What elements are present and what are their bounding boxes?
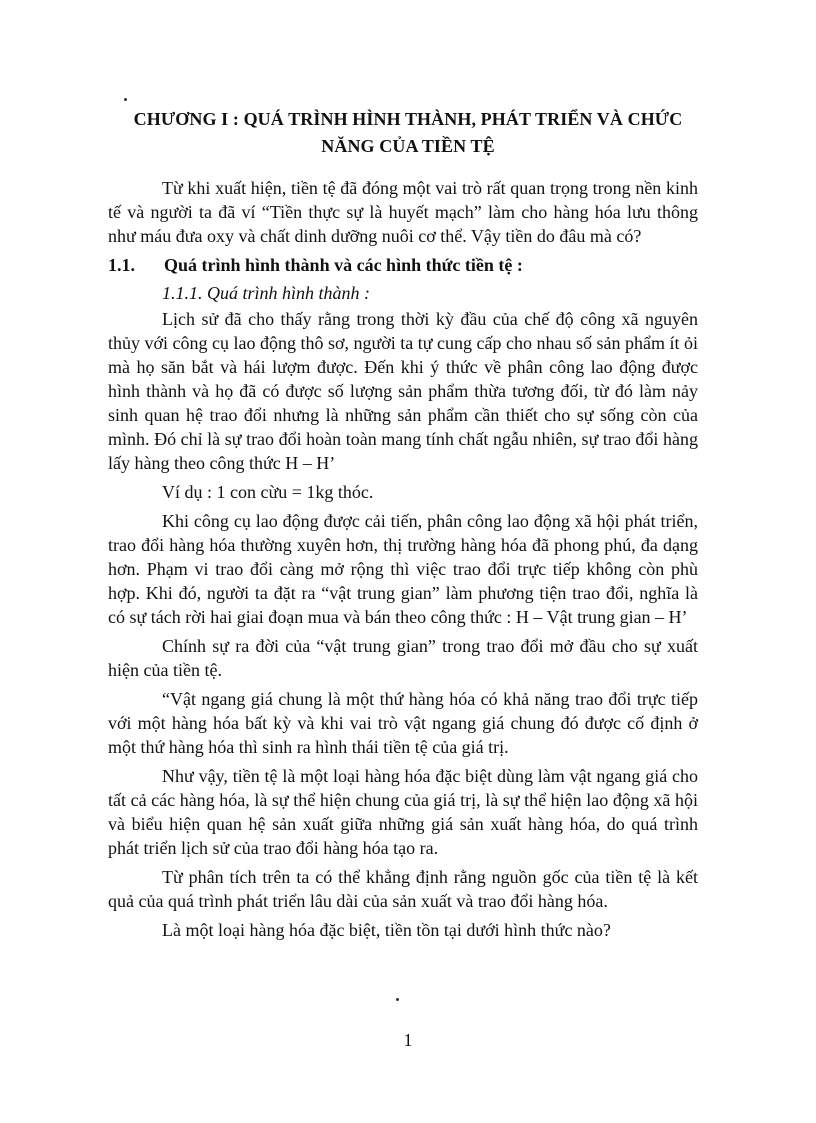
scan-speck (396, 998, 399, 1001)
paragraph-intermediary: Khi công cụ lao động được cải tiến, phân công lao động xã hội phát triển, trao đổi hàng hóa thường xuyên hơn, thị trường hàng hóa đã phong phú, đa dạng hơn. Phạm vi trao đổi càng mở rộng thì việc trao đổi trực tiếp không còn phù hợp. Khi đó, người ta đặt ra “vật trung gian” làm phương tiện trao đổi, nghĩa là có sự tách rời hai giai đoạn mua và bán theo công thức : H – Vật trung gian – H’ (108, 511, 698, 627)
paragraph-question: Là một loại hàng hóa đặc biệt, tiền tồn tại dưới hình thức nào? (162, 920, 611, 940)
paragraph-emergence: Chính sự ra đời của “vật trung gian” trong trao đổi mở đầu cho sự xuất hiện của tiền tệ. (108, 636, 698, 680)
section-number: 1.1. (108, 255, 135, 275)
paragraph-history: Lịch sử đã cho thấy rằng trong thời kỳ đầu của chế độ công xã nguyên thủy với công cụ lao động thô sơ, người ta tự cung cấp cho nhau số sản phẩm ít ỏi mà họ săn bắt và hái lượm được. Đến khi ý thức về phân công lao động được hình thành và họ đã có được số lượng sản phẩm thừa tương đối, từ đó làm nảy sinh quan hệ trao đổi nhưng là những sản phẩm cần thiết cho sự sống còn của mình. Đó chỉ là sự trao đổi hoàn toàn mang tính chất ngẫu nhiên, sự trao đổi hàng lấy hàng theo công thức H – H’ (108, 309, 698, 473)
chapter-title-line-1: CHƯƠNG I : QUÁ TRÌNH HÌNH THÀNH, PHÁT TRIỂN VÀ CHỨC (133, 109, 683, 129)
scan-speck (124, 98, 127, 101)
body-text (108, 176, 698, 947)
paragraph-equivalent: “Vật ngang giá chung là một thứ hàng hóa có khả năng trao đổi trực tiếp với một hàng hóa bất kỳ và khi vai trò vật ngang giá chung đó được cố định ở một thứ hàng hóa thì sinh ra hình thái tiền tệ của giá trị. (108, 689, 698, 757)
chapter-title-line-2: NĂNG CỦA TIỀN TỆ (321, 136, 495, 156)
section-heading (108, 253, 698, 277)
paragraph-definition: Như vậy, tiền tệ là một loại hàng hóa đặc biệt dùng làm vật ngang giá cho tất cả các hàng hóa, là sự thể hiện chung của giá trị, là sự thể hiện lao động xã hội và biểu hiện quan hệ sản xuất giữa những giá sản xuất hàng hóa, do quá trình phát triển lịch sử của trao đổi hàng hóa tạo ra. (108, 766, 698, 858)
chapter-title (108, 106, 708, 160)
intro-paragraph: Từ khi xuất hiện, tiền tệ đã đóng một vai trò rất quan trọng trong nền kinh tế và người ta đã ví “Tiền thực sự là huyết mạch” làm cho hàng hóa lưu thông như máu đưa oxy và chất dinh dưỡng nuôi cơ thể. Vậy tiền do đâu mà có? (108, 178, 698, 246)
paragraph-example: Ví dụ : 1 con cừu = 1kg thóc. (162, 482, 374, 502)
page-number: 1 (403, 1030, 413, 1050)
section-title: Quá trình hình thành và các hình thức tiền tệ : (164, 255, 523, 275)
subsection-heading: 1.1.1. Quá trình hình thành : (162, 283, 371, 303)
paragraph-conclusion: Từ phân tích trên ta có thể khẳng định rằng nguồn gốc của tiền tệ là kết quả của quá trình phát triển lâu dài của sản xuất và trao đổi hàng hóa. (108, 867, 698, 911)
